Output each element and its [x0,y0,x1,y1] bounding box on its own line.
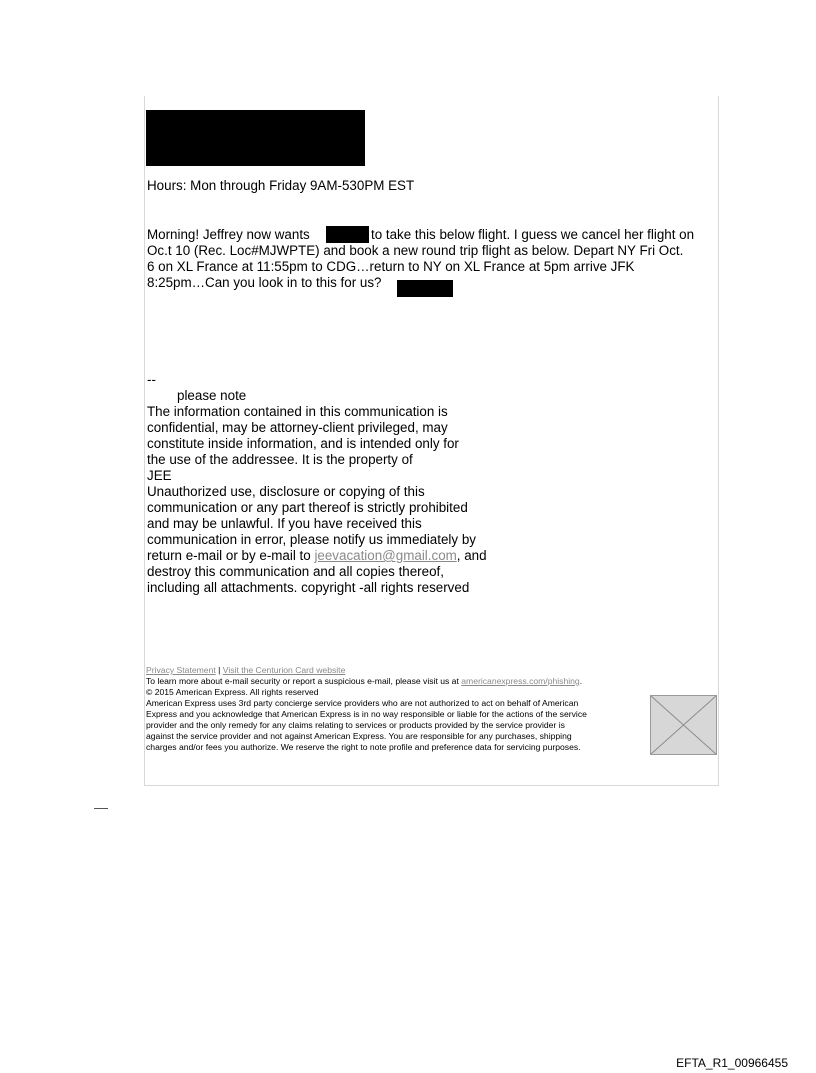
disclaimer-line: Express and you acknowledge that American Express is in no way responsible or liable for the actions of the service [146,709,587,719]
confidentiality-line: The information contained in this communication is [147,404,448,419]
disclaimer-line: American Express uses 3rd party concierge service providers who are not authorized to act on behalf of American [146,698,579,708]
copyright-line: © 2015 American Express. All rights reserved [146,687,319,697]
confidentiality-line: the use of the addressee. It is the property of [147,452,413,467]
phishing-link[interactable]: americanexpress.com/phishing [461,676,580,686]
confidentiality-line: destroy this communication and all copies thereof, [147,564,444,579]
email-suffix: , and [456,548,487,563]
confidentiality-line: and may be unlawful. If you have received this [147,516,422,531]
redaction-name-1 [326,226,369,243]
confidentiality-line: communication or any part thereof is strictly prohibited [147,500,468,515]
confidentiality-line: including all attachments. copyright -all rights reserved [147,580,470,595]
email-link[interactable]: jeevacation@gmail.com [314,548,457,563]
disclaimer-line: provider and the only remedy for any claims relating to services or products provided by the service provider is [146,720,565,730]
message-line-1b: to take this below flight. I guess we cancel her flight on [371,227,695,242]
broken-image-icon [650,695,717,755]
centurion-card-link[interactable]: Visit the Centurion Card website [222,665,346,675]
email-prefix: return e-mail or by e-mail to [147,548,315,563]
phishing-prefix: To learn more about e-mail security or report a suspicious e-mail, please visit us at [146,676,462,686]
redaction-signoff [397,280,453,297]
email-line [147,548,487,564]
message-line-2: Oc.t 10 (Rec. Loc#MJWPTE) and book a new round trip flight as below. Depart NY Fri Oct. [147,243,684,258]
redaction-header-logo [146,110,365,166]
disclaimer-line: charges and/or fees you authorize. We reserve the right to note profile and preference data for servicing purposes. [146,742,581,752]
bates-number: EFTA_R1_00966455 [676,1056,788,1070]
confidentiality-line: communication in error, please notify us immediately by [147,532,476,547]
confidentiality-line: Unauthorized use, disclosure or copying of this [147,484,425,499]
message-line-3: 6 on XL France at 11:55pm to CDG…return to NY on XL France at 5pm arrive JFK [147,259,635,274]
message-line-4: 8:25pm…Can you look in to this for us? [147,275,382,290]
confidentiality-line: JEE [147,468,172,483]
message-line-1a: Morning! Jeffrey now wants [147,227,310,242]
disclaimer-line: against the service provider and not against American Express. You are responsible for any purchases, shipping [146,731,572,741]
footer-separator: | [215,665,223,675]
scan-mark [94,802,108,809]
image-placeholder-cross-icon [651,696,716,754]
footer-links [146,665,345,675]
phishing-suffix: . [579,676,583,686]
confidentiality-line: constitute inside information, and is intended only for [147,436,459,451]
please-note: please note [177,388,247,403]
privacy-statement-link[interactable]: Privacy Statement [146,665,216,675]
phishing-line [146,676,582,686]
hours-text: Hours: Mon through Friday 9AM-530PM EST [147,178,415,193]
signature-dashes: -- [147,372,156,387]
confidentiality-line: confidential, may be attorney-client privileged, may [147,420,448,435]
